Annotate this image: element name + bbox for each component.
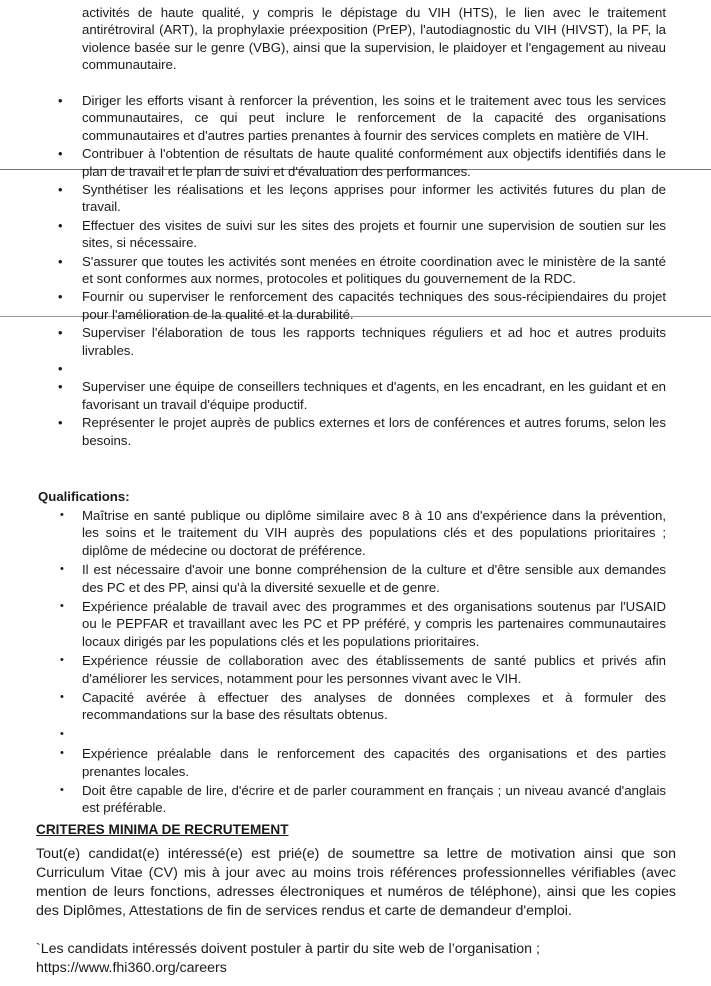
bullet-icon: • [60, 509, 64, 521]
bullet-icon: • [58, 289, 63, 305]
list-item: • Capacité avérée à effectuer des analyses de données complexes et à formuler des recommandations sur la base des résultats obtenus. [60, 690, 666, 723]
bullet-icon: • [58, 379, 63, 395]
bullet-icon: • [58, 217, 63, 233]
bullet-icon: • [60, 563, 64, 576]
bullet-icon: • [58, 361, 63, 377]
list-item: • Contribuer à l'obtention de résultats de haute qualité conformément aux objectifs identifiés dans le plan de travail et le plan de suivi et d'évaluation des performances. [58, 146, 666, 179]
qualifications-list [0, 507, 711, 819]
list-item: • Maîtrise en santé publique ou diplôme similaire avec 8 à 10 ans d'expérience dans la prévention, les soins et le traitement du VIH auprès des populations clés et des populations prioritaires ; diplôme de médecine ou doctorat de préférence. [60, 508, 666, 558]
bullet-icon: • [58, 253, 63, 269]
list-item: • Expérience préalable de travail avec des programmes et des organisations soutenus par l'USAID ou le PEPFAR et travaillant avec les PC et PP préféré, y compris les partenaires communautaires locaux dirigés par les populations clés et les populations prioritaires. [60, 599, 666, 649]
bullet-icon: • [58, 415, 63, 431]
intro-paragraph: activités de haute qualité, y compris le dépistage du VIH (HTS), le lien avec le traitement antirétroviral (ART), la prophylaxie préexposition (PrEP), l'autodiagnostic du VIH (HIVST), la PF, la violence basée sur le genre (VBG), ainsi que la supervision, le plaidoyer et l'engagement au niveau communautaire. [82, 5, 666, 73]
list-item: • Diriger les efforts visant à renforcer la prévention, les soins et le traitement avec tous les services communautaires, ce qui peut inclure le renforcement de la capacité des organisations communautaires et d'autres parties prenantes à fournir des services complets en matière de VIH. [58, 93, 666, 143]
bullet-icon: • [58, 325, 63, 341]
list-item: • Superviser l'élaboration de tous les rapports techniques réguliers et ad hoc et autres produits livrables. [58, 325, 666, 358]
bullet-icon: • [60, 784, 64, 797]
bullet-icon: • [58, 93, 63, 108]
bullet-icon: • [58, 182, 63, 198]
list-item-empty [0, 726, 666, 743]
list-item: • Doit être capable de lire, d'écrire et de parler couramment en français ; un niveau avancé d'anglais est préférable. [60, 783, 666, 816]
qualifications-heading: Qualifications: [38, 489, 130, 504]
list-item: • Il est nécessaire d'avoir une bonne compréhension de la culture et d'être sensible aux demandes des PC et des PP, ainsi qu'à la diversité sexuelle et de genre. [60, 562, 666, 595]
bullet-icon: • [60, 600, 64, 613]
criteria-heading: CRITERES MINIMA DE RECRUTEMENT [36, 822, 289, 837]
list-item: • Synthétiser les réalisations et les leçons apprises pour informer les activités futures du plan de travail. [58, 182, 666, 215]
list-item: • S'assurer que toutes les activités sont menées en étroite coordination avec le ministère de la santé et sont conformes aux normes, protocoles et politiques du gouvernement de la RDC. [58, 253, 666, 287]
bullet-icon: • [60, 747, 64, 760]
bullet-icon: • [60, 654, 64, 667]
criteria-paragraph: Tout(e) candidat(e) intéressé(e) est prié(e) de soumettre sa lettre de motivation ainsi que son Curriculum Vitae (CV) mis à jour avec au moins trois références professionnelles vérifiables (avec mention de leurs fonctions, adresses électroniques et numéros de téléphone), ainsi que les copies des Diplômes, Attestations de fin de services rendus et carte de demandeur d'emploi. [36, 846, 676, 919]
list-item: • Fournir ou superviser le renforcement des capacités techniques des sous-récipiendaires du projet pour l'amélioration de la qualité et la durabilité. [58, 289, 666, 322]
responsibilities-list [0, 92, 711, 450]
bullet-icon: • [58, 146, 63, 162]
apply-instructions: `Les candidats intéressés doivent postuler à partir du site web de l’organisation ; [36, 941, 540, 957]
list-item: • Expérience préalable dans le renforcement des capacités des organisations et des parties prenantes locales. [60, 746, 666, 779]
bullet-icon: • [60, 727, 64, 740]
list-item: • Effectuer des visites de suivi sur les sites des projets et fournir une supervision de soutien sur les sites, si nécessaire. [58, 217, 666, 251]
bullet-icon: • [60, 691, 64, 704]
list-item: • Superviser une équipe de conseillers techniques et d'agents, en les encadrant, en les guidant et en favorisant un travail d'équipe productif. [58, 379, 666, 412]
careers-link[interactable]: https://www.fhi360.org/careers [36, 960, 227, 976]
list-item: • Expérience réussie de collaboration avec des établissements de santé publics et privés afin d'améliorer les services, notamment pour les personnes vivant avec le VIH. [60, 653, 666, 686]
list-item-empty [0, 360, 666, 377]
list-item: • Représenter le projet auprès de publics externes et lors de conférences et autres forums, selon les besoins. [58, 415, 666, 448]
